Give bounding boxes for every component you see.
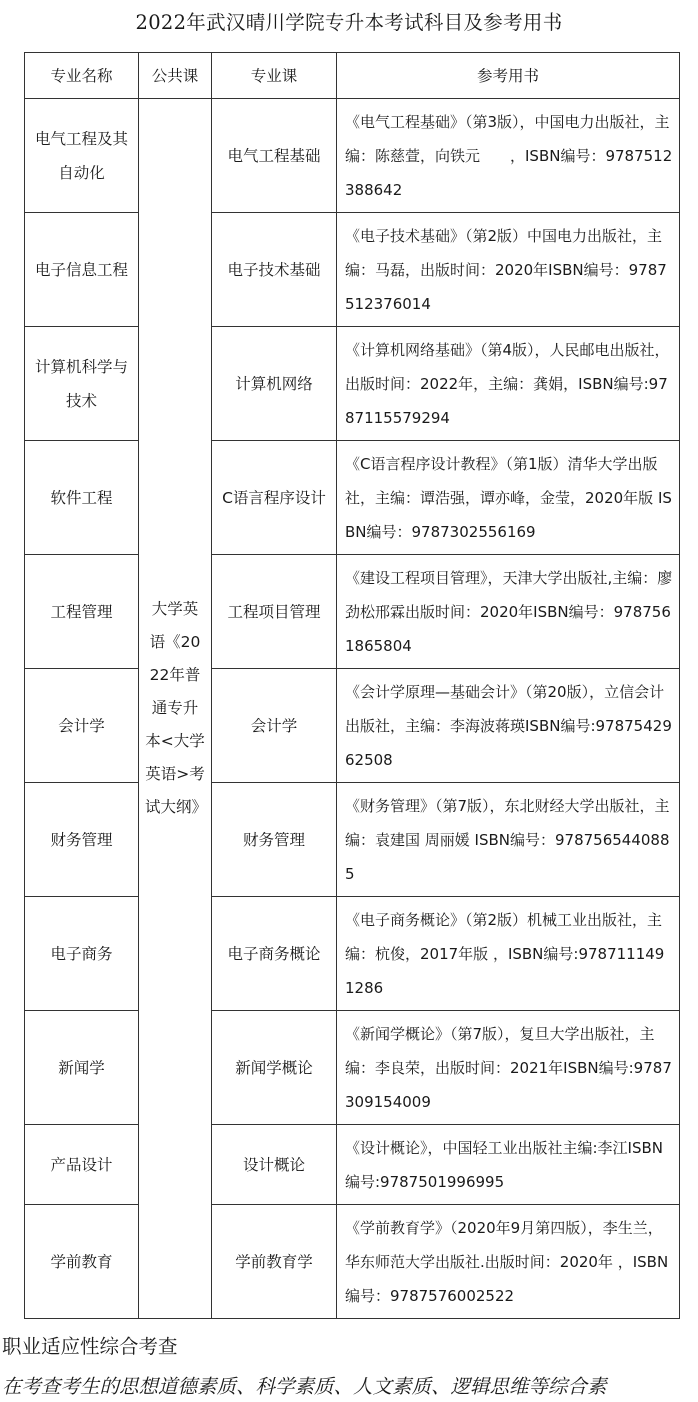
major-course: 电子商务概论	[212, 897, 337, 1011]
exam-subjects-table	[24, 52, 680, 1319]
reference-book: 《财务管理》（第7版），东北财经大学出版社，主编：袁建国 周丽媛 ISBN编号：9787565440885	[337, 783, 680, 897]
reference-book: 《C语言程序设计教程》（第1版）清华大学出版社，主编：谭浩强，谭亦峰，金莹，2020年版 ISBN编号：9787302556169	[337, 441, 680, 555]
table-row	[25, 897, 680, 1011]
table-row	[25, 99, 680, 213]
major-course: 电气工程基础	[212, 99, 337, 213]
header-major: 专业名称	[25, 53, 139, 99]
table-row	[25, 441, 680, 555]
major-name: 电气工程及其自动化	[25, 99, 139, 213]
table-row	[25, 1125, 680, 1205]
reference-book: 《新闻学概论》（第7版），复旦大学出版社，主编：李良荣，出版时间：2021年ISBN编号:9787309154009	[337, 1011, 680, 1125]
reference-book: 《会计学原理—基础会计》（第20版），立信会计出版社，主编：李海波蒋瑛ISBN编号:9787542962508	[337, 669, 680, 783]
table-row	[25, 213, 680, 327]
major-course: 电子技术基础	[212, 213, 337, 327]
section-heading: 职业适应性综合考查	[2, 1335, 178, 1358]
major-name: 财务管理	[25, 783, 139, 897]
major-name: 软件工程	[25, 441, 139, 555]
reference-book: 《设计概论》，中国轻工业出版社主编:李江ISBN编号:9787501996995	[337, 1125, 680, 1205]
major-name: 产品设计	[25, 1125, 139, 1205]
major-name: 电子信息工程	[25, 213, 139, 327]
major-course: 会计学	[212, 669, 337, 783]
header-major-course: 专业课	[212, 53, 337, 99]
table-row	[25, 555, 680, 669]
major-name: 工程管理	[25, 555, 139, 669]
major-name: 计算机科学与技术	[25, 327, 139, 441]
major-name: 新闻学	[25, 1011, 139, 1125]
reference-book: 《建设工程项目管理》，天津大学出版社,主编：廖劲松邢霖出版时间：2020年ISBN编号：9787561865804	[337, 555, 680, 669]
major-course: 工程项目管理	[212, 555, 337, 669]
major-name: 电子商务	[25, 897, 139, 1011]
table-row	[25, 783, 680, 897]
reference-book: 《电子商务概论》（第2版）机械工业出版社，主编：杭俊，2017年版 ，ISBN编号:9787111491286	[337, 897, 680, 1011]
page-title: 2022年武汉晴川学院专升本考试科目及参考用书	[135, 11, 563, 34]
major-course: 学前教育学	[212, 1205, 337, 1319]
major-name: 会计学	[25, 669, 139, 783]
table-row	[25, 327, 680, 441]
table-row	[25, 1205, 680, 1319]
header-reference-book: 参考用书	[337, 53, 680, 99]
reference-book: 《电子技术基础》（第2版）中国电力出版社，主编：马磊，出版时间：2020年ISBN编号：9787512376014	[337, 213, 680, 327]
major-course: 财务管理	[212, 783, 337, 897]
header-public-course: 公共课	[139, 53, 212, 99]
section-text: 在考查考生的思想道德素质、科学素质、人文素质、逻辑思维等综合素	[2, 1375, 607, 1398]
reference-book: 《计算机网络基础》（第4版），人民邮电出版社，出版时间：2022年，主编：龚娟，ISBN编号:9787115579294	[337, 327, 680, 441]
major-course: 设计概论	[212, 1125, 337, 1205]
reference-book: 《电气工程基础》（第3版），中国电力出版社，主编：陈慈萱，向铁元 ，ISBN编号：9787512388642	[337, 99, 680, 213]
major-course: 新闻学概论	[212, 1011, 337, 1125]
major-name: 学前教育	[25, 1205, 139, 1319]
table-row	[25, 669, 680, 783]
major-course: C语言程序设计	[212, 441, 337, 555]
major-course: 计算机网络	[212, 327, 337, 441]
table-row	[25, 1011, 680, 1125]
public-course: 大学英语《2022年普通专升本<大学英语>考试大纲》	[139, 99, 212, 1319]
reference-book: 《学前教育学》（2020年9月第四版），李生兰，华东师范大学出版社.出版时间：2020年 ，ISBN编号：9787576002522	[337, 1205, 680, 1319]
